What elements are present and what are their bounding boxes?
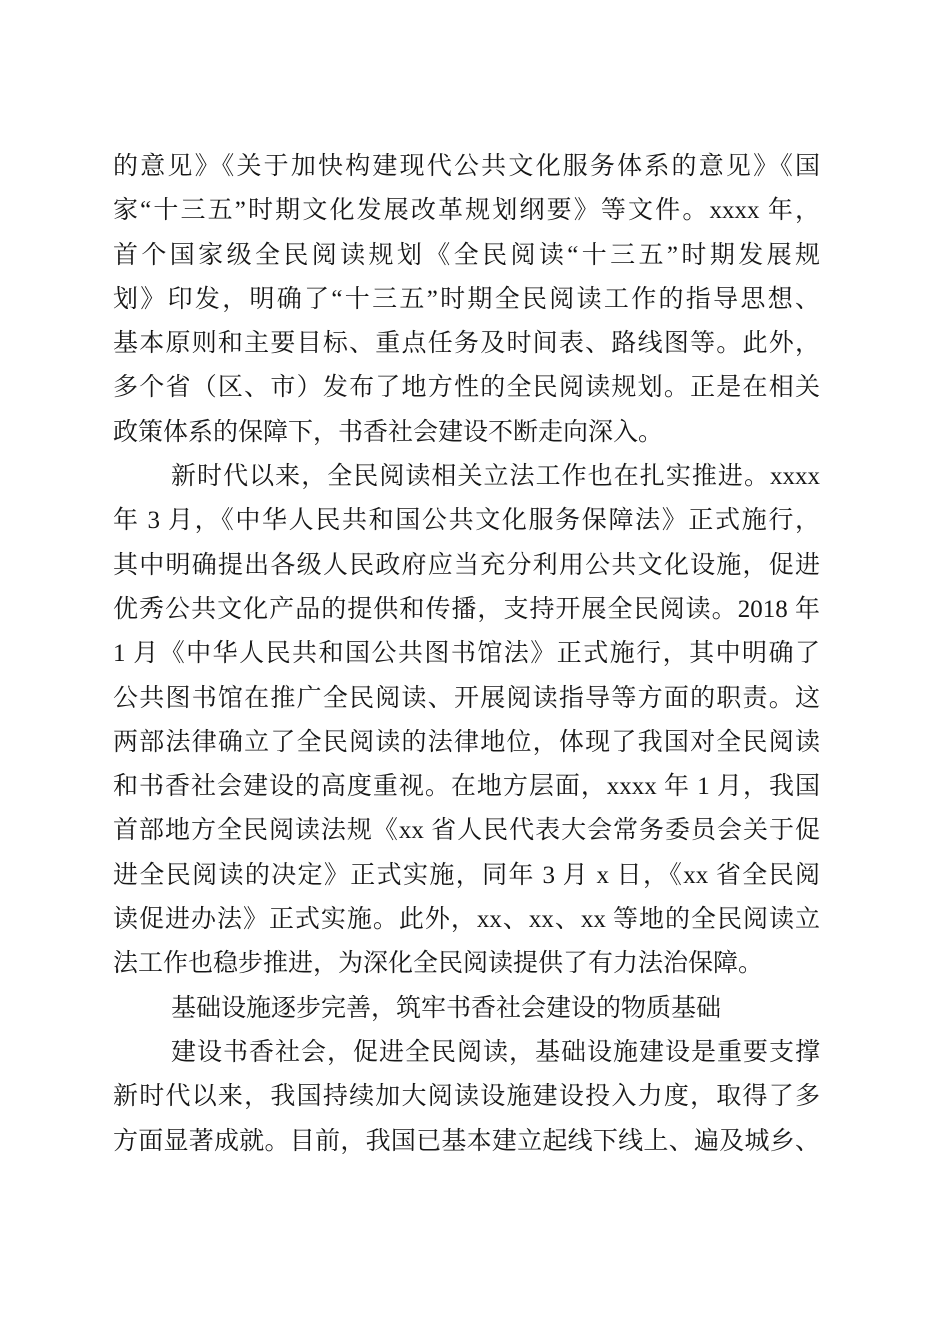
text-line: 基本原则和主要目标、重点任务及时间表、路线图等。此外，	[113, 330, 820, 358]
text-line: 多个省（区、市）发布了地方性的全民阅读规划。正是在相关	[113, 374, 820, 402]
text-line: 建设书香社会，促进全民阅读，基础设施建设是重要支撑	[171, 1038, 820, 1066]
text-line: 和书香社会建设的高度重视。在地方层面，xxxx 年 1 月，我国	[113, 773, 820, 801]
text-line: 方面显著成就。目前，我国已基本建立起线下线上、遍及城乡、	[113, 1127, 820, 1155]
text-line: 新时代以来，全民阅读相关立法工作也在扎实推进。xxxx	[171, 463, 820, 491]
text-line: 优秀公共文化产品的提供和传播，支持开展全民阅读。2018 年	[113, 595, 820, 623]
text-line: 政策体系的保障下，书香社会建设不断走向深入。	[113, 418, 664, 446]
policy-system-paragraph-continuation	[113, 145, 820, 455]
legislation-paragraph	[113, 455, 820, 987]
text-line: 进全民阅读的决定》正式实施，同年 3 月 x 日，《xx 省全民阅	[113, 861, 820, 889]
text-line: 读促进办法》正式实施。此外，xx、xx、xx 等地的全民阅读立	[113, 906, 820, 934]
text-line: 基础设施逐步完善，筑牢书香社会建设的物质基础	[171, 994, 722, 1022]
text-line: 其中明确提出各级人民政府应当充分利用公共文化设施，促进	[113, 551, 820, 579]
text-line: 年 3 月，《中华人民共和国公共文化服务保障法》正式施行，	[113, 507, 820, 535]
text-line: 的意见》《关于加快构建现代公共文化服务体系的意见》《国	[113, 153, 820, 180]
text-line: 划》印发，明确了“十三五”时期全民阅读工作的指导思想、	[113, 285, 820, 313]
text-line: 公共图书馆在推广全民阅读、开展阅读指导等方面的职责。这	[113, 684, 820, 712]
text-line: 两部法律确立了全民阅读的法律地位，体现了我国对全民阅读	[113, 728, 820, 756]
document-text-block	[113, 145, 820, 1164]
text-line: 首个国家级全民阅读规划《全民阅读“十三五”时期发展规	[113, 241, 820, 269]
text-line: 首部地方全民阅读法规《xx 省人民代表大会常务委员会关于促	[113, 817, 820, 845]
infrastructure-paragraph	[113, 1031, 820, 1164]
text-line: 1 月《中华人民共和国公共图书馆法》正式施行，其中明确了	[113, 640, 820, 668]
text-line: 法工作也稳步推进，为深化全民阅读提供了有力法治保障。	[113, 950, 764, 978]
text-line: 家“十三五”时期文化发展改革规划纲要》等文件。xxxx 年，	[113, 197, 820, 225]
infrastructure-subheading	[113, 987, 820, 1031]
text-line: 新时代以来，我国持续加大阅读设施建设投入力度，取得了多	[113, 1083, 820, 1111]
